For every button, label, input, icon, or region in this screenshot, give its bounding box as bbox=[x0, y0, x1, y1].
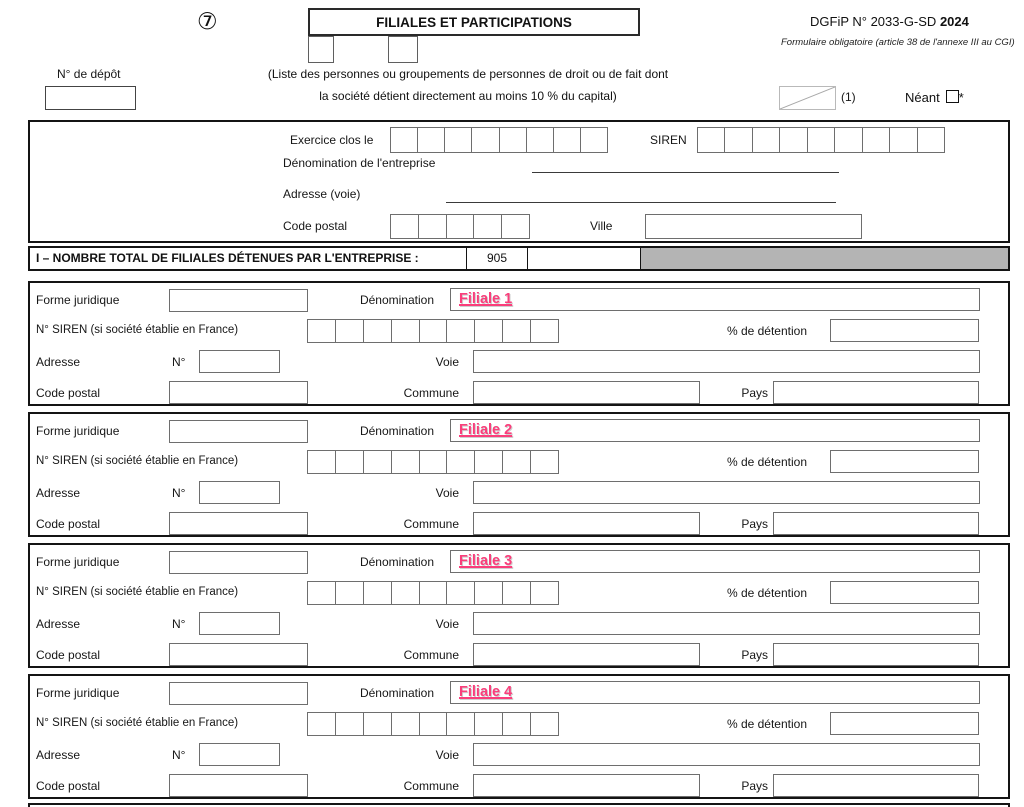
comb-cell[interactable] bbox=[474, 582, 502, 604]
comb-cell[interactable] bbox=[698, 128, 724, 152]
comb-cell[interactable] bbox=[418, 215, 446, 238]
denomination-label: Dénomination bbox=[359, 686, 434, 700]
comb-cell[interactable] bbox=[391, 215, 418, 238]
comb-cell[interactable] bbox=[779, 128, 806, 152]
comb-cell[interactable] bbox=[473, 215, 501, 238]
comb-cell[interactable] bbox=[446, 215, 474, 238]
neant-asterisk: * bbox=[958, 90, 964, 105]
comb-cell[interactable] bbox=[530, 320, 558, 342]
comb-cell[interactable] bbox=[499, 128, 526, 152]
comb-cell[interactable] bbox=[335, 320, 363, 342]
numero-label: N° bbox=[172, 486, 186, 500]
exercice-date-input[interactable] bbox=[390, 127, 608, 153]
comb-cell[interactable] bbox=[363, 582, 391, 604]
total-subsidiaries-input[interactable] bbox=[528, 248, 641, 269]
pays-label: Pays bbox=[741, 648, 768, 662]
voie-label: Voie bbox=[435, 748, 459, 762]
neant-label: Néant bbox=[905, 90, 940, 105]
comb-cell[interactable] bbox=[391, 713, 419, 735]
company-denomination-label: Dénomination de l'entreprise bbox=[283, 156, 436, 170]
adresse-label: Adresse bbox=[36, 486, 81, 500]
total-subsidiaries-label: I – NOMBRE TOTAL DE FILIALES DÉTENUES PAR L'ENTREPRISE : bbox=[30, 248, 467, 269]
denomination-input[interactable] bbox=[450, 419, 980, 442]
siren-label: N° SIREN (si société établie en France) bbox=[36, 455, 239, 467]
code-postal-input[interactable] bbox=[169, 512, 308, 535]
comb-cell[interactable] bbox=[501, 215, 529, 238]
subsidiary-block-2 bbox=[28, 412, 1010, 537]
comb-cell[interactable] bbox=[363, 713, 391, 735]
page-number-marker: ⑦ bbox=[197, 8, 218, 34]
detention-input[interactable] bbox=[830, 319, 979, 342]
comb-cell[interactable] bbox=[308, 713, 335, 735]
denomination-input[interactable] bbox=[450, 550, 980, 573]
subsidiary-block-1 bbox=[28, 281, 1010, 406]
code-postal-input[interactable] bbox=[169, 774, 308, 797]
forme-juridique-input[interactable] bbox=[169, 420, 308, 443]
denomination-value: Filiale 1 bbox=[459, 291, 513, 307]
company-denomination-line[interactable] bbox=[532, 172, 839, 173]
forme-juridique-input[interactable] bbox=[169, 682, 308, 705]
pays-input[interactable] bbox=[773, 512, 979, 535]
voie-input[interactable] bbox=[473, 612, 980, 635]
comb-cell[interactable] bbox=[553, 128, 580, 152]
comb-cell[interactable] bbox=[502, 713, 530, 735]
comb-cell[interactable] bbox=[471, 128, 498, 152]
comb-cell[interactable] bbox=[474, 451, 502, 473]
numero-input[interactable] bbox=[199, 350, 280, 373]
commune-label: Commune bbox=[403, 779, 459, 793]
forme-juridique-label: Forme juridique bbox=[36, 686, 120, 700]
comb-cell[interactable] bbox=[834, 128, 861, 152]
voie-label: Voie bbox=[435, 355, 459, 369]
commune-input[interactable] bbox=[473, 774, 700, 797]
voie-input[interactable] bbox=[473, 743, 980, 766]
comb-cell[interactable] bbox=[446, 320, 474, 342]
legal-notice: Formulaire obligatoire (article 38 de l'annexe III au CGI) bbox=[781, 37, 1015, 48]
comb-cell[interactable] bbox=[530, 713, 558, 735]
company-code-postal-label: Code postal bbox=[283, 219, 348, 233]
comb-cell[interactable] bbox=[752, 128, 779, 152]
exercice-label: Exercice clos le bbox=[290, 133, 374, 147]
ville-label: Ville bbox=[590, 219, 613, 233]
numero-label: N° bbox=[172, 355, 186, 369]
comb-cell[interactable] bbox=[419, 713, 447, 735]
siren-label: N° SIREN (si société établie en France) bbox=[36, 717, 239, 729]
detention-label: % de détention bbox=[726, 717, 807, 731]
comb-cell[interactable] bbox=[391, 582, 419, 604]
siren-input[interactable] bbox=[307, 581, 559, 605]
comb-cell[interactable] bbox=[335, 713, 363, 735]
code-postal-input[interactable] bbox=[169, 643, 308, 666]
form-reference bbox=[810, 14, 1016, 29]
comb-cell[interactable] bbox=[530, 451, 558, 473]
forme-juridique-input[interactable] bbox=[169, 551, 308, 574]
commune-label: Commune bbox=[403, 386, 459, 400]
detention-input[interactable] bbox=[830, 450, 979, 473]
comb-cell[interactable] bbox=[308, 582, 335, 604]
neant-field bbox=[905, 90, 964, 105]
depot-input[interactable] bbox=[45, 86, 136, 110]
title-code-box-2[interactable] bbox=[388, 36, 418, 63]
comb-cell[interactable] bbox=[335, 582, 363, 604]
comb-cell[interactable] bbox=[502, 582, 530, 604]
comb-cell[interactable] bbox=[502, 320, 530, 342]
detention-label: % de détention bbox=[726, 324, 807, 338]
denomination-label: Dénomination bbox=[359, 293, 434, 307]
numero-label: N° bbox=[172, 748, 186, 762]
siren-label: N° SIREN (si société établie en France) bbox=[36, 324, 239, 336]
comb-cell[interactable] bbox=[889, 128, 916, 152]
comb-cell[interactable] bbox=[862, 128, 889, 152]
comb-cell[interactable] bbox=[391, 128, 417, 152]
comb-cell[interactable] bbox=[363, 320, 391, 342]
comb-cell[interactable] bbox=[308, 451, 335, 473]
subsidiary-block-3 bbox=[28, 543, 1010, 668]
code-postal-label: Code postal bbox=[36, 779, 101, 793]
detention-label: % de détention bbox=[726, 586, 807, 600]
comb-cell[interactable] bbox=[502, 451, 530, 473]
comb-cell[interactable] bbox=[526, 128, 553, 152]
title-code-box-1[interactable] bbox=[308, 36, 334, 63]
voie-input[interactable] bbox=[473, 350, 980, 373]
detention-input[interactable] bbox=[830, 581, 979, 604]
total-subsidiaries-code: 905 bbox=[467, 248, 528, 269]
code-postal-label: Code postal bbox=[36, 386, 101, 400]
code-postal-input[interactable] bbox=[169, 381, 308, 404]
form-subtitle-line1: (Liste des personnes ou groupements de personnes de droit ou de fait dont bbox=[267, 67, 669, 81]
pays-input[interactable] bbox=[773, 774, 979, 797]
company-identification-box bbox=[28, 120, 1010, 243]
commune-input[interactable] bbox=[473, 512, 700, 535]
pays-input[interactable] bbox=[773, 643, 979, 666]
comb-cell[interactable] bbox=[444, 128, 471, 152]
numero-label: N° bbox=[172, 617, 186, 631]
pays-label: Pays bbox=[741, 386, 768, 400]
adresse-label: Adresse bbox=[36, 748, 81, 762]
denomination-label: Dénomination bbox=[359, 424, 434, 438]
voie-input[interactable] bbox=[473, 481, 980, 504]
siren-label: N° SIREN (si société établie en France) bbox=[36, 586, 239, 598]
form-subtitle-line2: la société détient directement au moins 10 % du capital) bbox=[319, 89, 617, 103]
company-adresse-label: Adresse (voie) bbox=[283, 187, 361, 201]
comb-cell[interactable] bbox=[580, 128, 607, 152]
comb-cell[interactable] bbox=[474, 713, 502, 735]
comb-cell[interactable] bbox=[419, 451, 447, 473]
siren-header-label: SIREN bbox=[650, 133, 687, 147]
siren-header-input[interactable] bbox=[697, 127, 945, 153]
form-title: FILIALES ET PARTICIPATIONS bbox=[376, 15, 572, 30]
commune-input[interactable] bbox=[473, 643, 700, 666]
total-subsidiaries-blocked-cell bbox=[641, 248, 1008, 269]
commune-input[interactable] bbox=[473, 381, 700, 404]
footnote-ref: (1) bbox=[841, 90, 856, 104]
denomination-value: Filiale 4 bbox=[459, 684, 513, 700]
pays-input[interactable] bbox=[773, 381, 979, 404]
numero-input[interactable] bbox=[199, 743, 280, 766]
denomination-input[interactable] bbox=[450, 681, 980, 704]
comb-cell[interactable] bbox=[446, 582, 474, 604]
depot-label: N° de dépôt bbox=[57, 67, 121, 81]
code-postal-label: Code postal bbox=[36, 648, 101, 662]
form-reference-prefix: DGFiP N° 2033-G-SD bbox=[810, 14, 937, 29]
forme-juridique-label: Forme juridique bbox=[36, 293, 120, 307]
pays-label: Pays bbox=[741, 779, 768, 793]
siren-input[interactable] bbox=[307, 450, 559, 474]
commune-label: Commune bbox=[403, 517, 459, 531]
code-postal-label: Code postal bbox=[36, 517, 101, 531]
commune-label: Commune bbox=[403, 648, 459, 662]
voie-label: Voie bbox=[435, 617, 459, 631]
comb-cell[interactable] bbox=[917, 128, 944, 152]
comb-cell[interactable] bbox=[474, 320, 502, 342]
adresse-label: Adresse bbox=[36, 617, 81, 631]
company-code-postal-input[interactable] bbox=[390, 214, 530, 239]
comb-cell[interactable] bbox=[419, 320, 447, 342]
comb-cell[interactable] bbox=[391, 320, 419, 342]
denomination-value: Filiale 2 bbox=[459, 422, 513, 438]
comb-cell[interactable] bbox=[308, 320, 335, 342]
comb-cell[interactable] bbox=[363, 451, 391, 473]
form-reference-year: 2024 bbox=[939, 14, 969, 29]
subsidiary-block-5-partial bbox=[28, 803, 1010, 807]
adresse-label: Adresse bbox=[36, 355, 81, 369]
comb-cell[interactable] bbox=[419, 582, 447, 604]
comb-cell[interactable] bbox=[530, 582, 558, 604]
forme-juridique-input[interactable] bbox=[169, 289, 308, 312]
detention-label: % de détention bbox=[726, 455, 807, 469]
siren-input[interactable] bbox=[307, 319, 559, 343]
pays-label: Pays bbox=[741, 517, 768, 531]
numero-input[interactable] bbox=[199, 481, 280, 504]
subsidiary-block-4 bbox=[28, 674, 1010, 799]
comb-cell[interactable] bbox=[446, 713, 474, 735]
form-title-box bbox=[308, 8, 640, 36]
ville-input[interactable] bbox=[645, 214, 862, 239]
siren-input[interactable] bbox=[307, 712, 559, 736]
comb-cell[interactable] bbox=[724, 128, 751, 152]
diagonal-line-icon bbox=[780, 87, 835, 109]
denomination-value: Filiale 3 bbox=[459, 553, 513, 569]
crossed-out-box bbox=[779, 86, 836, 110]
comb-cell[interactable] bbox=[807, 128, 834, 152]
voie-label: Voie bbox=[435, 486, 459, 500]
denomination-label: Dénomination bbox=[359, 555, 434, 569]
numero-input[interactable] bbox=[199, 612, 280, 635]
neant-checkbox[interactable] bbox=[946, 90, 959, 103]
comb-cell[interactable] bbox=[446, 451, 474, 473]
denomination-input[interactable] bbox=[450, 288, 980, 311]
company-adresse-line[interactable] bbox=[446, 202, 836, 203]
forme-juridique-label: Forme juridique bbox=[36, 424, 120, 438]
comb-cell[interactable] bbox=[391, 451, 419, 473]
forme-juridique-label: Forme juridique bbox=[36, 555, 120, 569]
total-subsidiaries-row bbox=[28, 246, 1010, 271]
comb-cell[interactable] bbox=[335, 451, 363, 473]
detention-input[interactable] bbox=[830, 712, 979, 735]
comb-cell[interactable] bbox=[417, 128, 444, 152]
